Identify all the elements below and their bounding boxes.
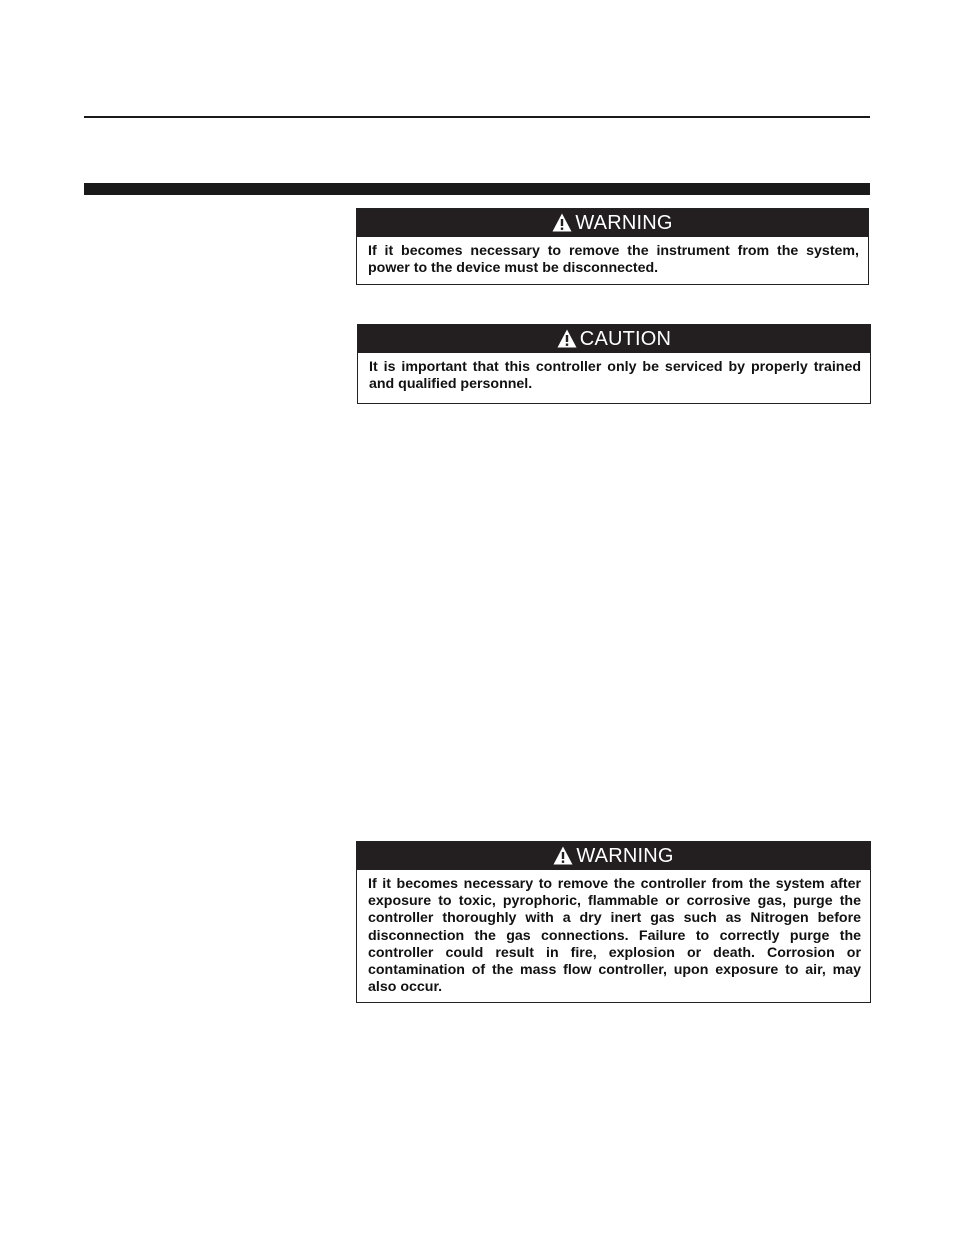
warning-triangle-icon [552,213,572,232]
warning-notice-purge-controller [356,841,871,1003]
warning-notice-remove-instrument [356,208,869,285]
caution-notice-text: It is important that this controller only be serviced by properly trained and qualified personnel. [369,359,861,393]
caution-notice-header [358,325,870,353]
warning-notice-header [357,209,868,237]
warning-triangle-icon [557,329,577,348]
warning-notice-title: WARNING [576,844,674,867]
warning-triangle-icon [553,846,573,865]
warning-notice-header [357,842,870,870]
warning-notice-text: If it becomes necessary to remove the controller from the system after exposure to toxic, pyrophoric, flammable or corrosive gas, purge the controller thoroughly with a dry inert gas such as Nitrogen before disconnection the gas connections. Failure to correctly purge the controller could result in fire, explosion or death. Corrosion or contamination of the mass flow controller, upon exposure to air, may also occur. [368,876,861,996]
section-rule-thick [84,183,870,195]
warning-notice-title: WARNING [575,211,673,234]
warning-notice-text: If it becomes necessary to remove the instrument from the system, power to the device must be disconnected. [368,243,859,277]
caution-notice-qualified-personnel [357,324,871,404]
caution-notice-title: CAUTION [579,327,672,350]
header-rule-thin [84,116,870,118]
